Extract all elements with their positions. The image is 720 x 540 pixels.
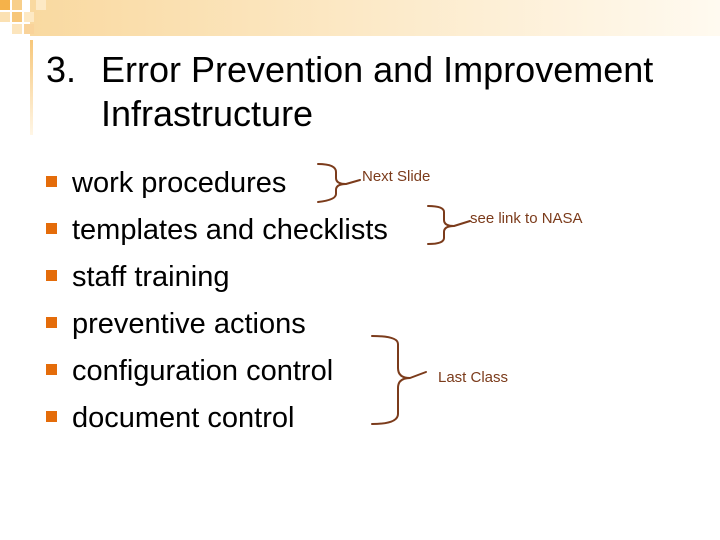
slide-title [46, 48, 653, 136]
brace-last-class-arrow [410, 372, 426, 378]
bullet-text: preventive actions [72, 308, 306, 340]
title-number: 3. [46, 49, 77, 90]
bullet-text: templates and checklists [72, 214, 388, 246]
bullet-text: work procedures [72, 167, 287, 199]
note-last-class: Last Class [438, 369, 509, 386]
bullet-item [46, 160, 388, 207]
bullet-item [46, 395, 388, 442]
title-line-1: Error Prevention and Improvement [101, 49, 654, 90]
bullet-text: configuration control [72, 355, 334, 387]
brace-nasa-arrow [454, 221, 470, 226]
bullet-text: staff training [72, 261, 230, 293]
bullet-item [46, 348, 388, 395]
bullet-item [46, 301, 388, 348]
title-line-2: Infrastructure [101, 93, 314, 134]
header-decoration [0, 0, 720, 50]
bullet-square-icon [46, 176, 57, 187]
bullet-square-icon [46, 317, 57, 328]
note-see-link-nasa: see link to NASA [470, 210, 583, 227]
title-accent-rule [30, 40, 33, 135]
bullet-square-icon [46, 223, 57, 234]
bullet-list [46, 160, 388, 442]
bullet-square-icon [46, 364, 57, 375]
brace-nasa [428, 206, 454, 244]
bullet-square-icon [46, 270, 57, 281]
bullet-square-icon [46, 411, 57, 422]
note-next-slide: Next Slide [362, 168, 431, 185]
bullet-item [46, 207, 388, 254]
bullet-text: document control [72, 402, 295, 434]
bullet-item [46, 254, 388, 301]
